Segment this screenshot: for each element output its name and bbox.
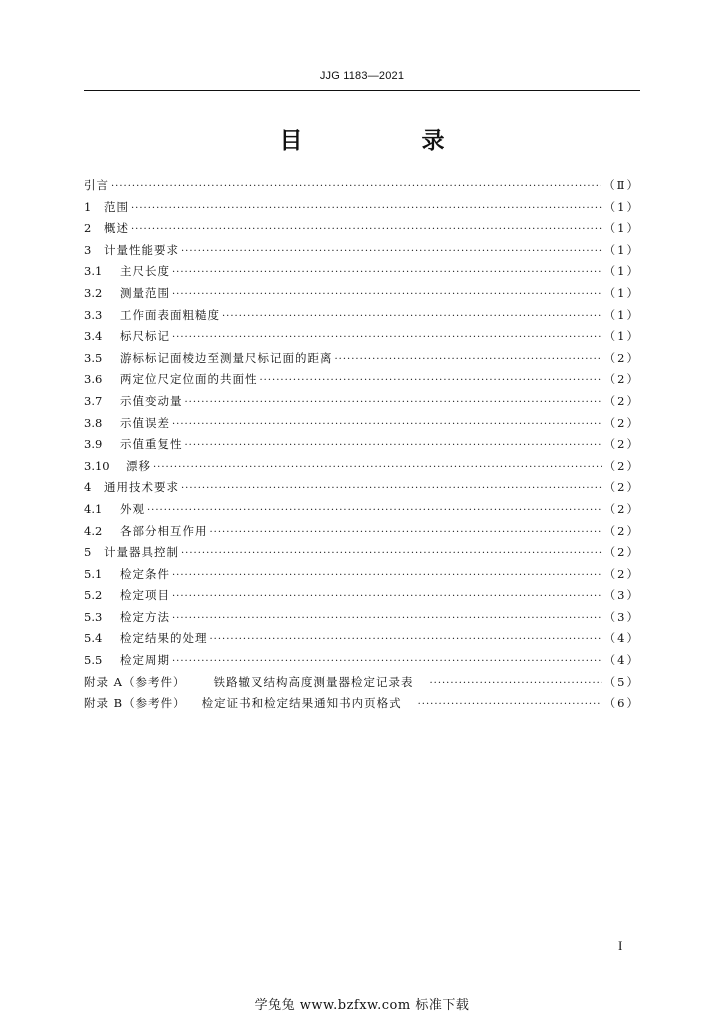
toc-entry-page: （1） (603, 221, 640, 236)
toc-entry-number: 5.1 (84, 566, 103, 581)
toc-leader (181, 478, 602, 500)
toc-entry-page: （6） (603, 696, 640, 711)
toc-entry-label: 检定项目 (120, 588, 170, 603)
toc-entry-number: 5.2 (84, 588, 103, 603)
toc-entry[interactable] (84, 391, 640, 413)
toc-entry[interactable] (84, 585, 640, 607)
toc-entry-label: 主尺长度 (120, 264, 170, 279)
toc-entry-label: 附录 B（参考件） (84, 696, 186, 711)
toc-entry-label: 概述 (104, 221, 129, 236)
toc-entry-label: 示值误差 (120, 415, 170, 430)
toc-entry-number: 3.3 (84, 307, 103, 322)
toc-leader (181, 543, 602, 565)
toc-entry[interactable] (84, 628, 640, 650)
toc-entry[interactable] (84, 197, 640, 219)
toc-entry[interactable] (84, 261, 640, 283)
toc-entry[interactable] (84, 521, 640, 543)
toc-leader (172, 327, 602, 349)
toc-entry-number: 1 (84, 199, 92, 214)
toc-entry-page: （2） (603, 393, 640, 408)
toc-leader (185, 435, 602, 457)
toc-entry-page: （2） (603, 480, 640, 495)
toc-entry-page: （1） (603, 307, 640, 322)
toc-entry-page: （2） (603, 523, 640, 538)
toc-entry[interactable] (84, 305, 640, 327)
toc-entry-label: 标尺标记 (120, 329, 170, 344)
toc-entry-label: 附录 A（参考件） (84, 674, 186, 689)
toc-entry[interactable] (84, 672, 640, 694)
toc-entry-page: （2） (603, 415, 640, 430)
toc-entry-page: （2） (603, 545, 640, 560)
toc-entry-page: （2） (603, 372, 640, 387)
toc-entry-label: 计量器具控制 (104, 545, 179, 560)
toc-entry-number: 3.6 (84, 372, 103, 387)
toc-entry-number: 2 (84, 221, 92, 236)
toc-entry-number: 4.1 (84, 501, 103, 516)
toc-leader (172, 586, 602, 608)
footer-watermark: 学兔兔 www.bzfxw.com 标准下载 (254, 998, 470, 1013)
toc-entry-number: 5.3 (84, 609, 103, 624)
toc-entry-number: 3.4 (84, 329, 103, 344)
toc-entry-page: （1） (603, 199, 640, 214)
toc-leader (172, 651, 602, 673)
toc-entry-label: 漂移 (126, 458, 151, 473)
toc-entry-label: 两定位尺定位面的共面性 (120, 372, 258, 387)
toc-entry-label: 检定周期 (120, 653, 170, 668)
toc-leader (131, 198, 602, 220)
toc-leader (172, 608, 602, 630)
toc-entry-number: 5.4 (84, 631, 103, 646)
toc-leader (222, 306, 602, 328)
toc-entry-page: （2） (603, 501, 640, 516)
toc-entry[interactable] (84, 477, 640, 499)
toc-entry-label: 各部分相互作用 (120, 523, 208, 538)
toc-entry-page: （2） (603, 458, 640, 473)
toc-entry-page: （1） (603, 285, 640, 300)
toc-leader (153, 457, 602, 479)
toc-entry[interactable] (84, 542, 640, 564)
toc-entry[interactable] (84, 456, 640, 478)
toc-leader (210, 629, 602, 651)
toc-leader (181, 241, 602, 263)
toc-entry-number: 3.9 (84, 437, 103, 452)
toc-entry-page: （1） (603, 264, 640, 279)
toc-leader (131, 219, 602, 241)
toc-entry-number: 4.2 (84, 523, 103, 538)
toc-entry[interactable] (84, 650, 640, 672)
toc-entry-page: （3） (603, 588, 640, 603)
toc-entry[interactable] (84, 218, 640, 240)
toc-entry-number: 3.7 (84, 393, 103, 408)
toc-leader (111, 176, 601, 198)
toc-entry-number: 3.5 (84, 350, 103, 365)
toc-entry[interactable] (84, 283, 640, 305)
toc-entry[interactable] (84, 413, 640, 435)
toc-entry[interactable] (84, 693, 640, 715)
toc-entry-label: 示值重复性 (120, 437, 183, 452)
toc-entry-label: 外观 (120, 501, 145, 516)
toc-leader (147, 500, 602, 522)
toc-leader (172, 262, 602, 284)
toc-entry-label: 计量性能要求 (104, 242, 179, 257)
toc-entry[interactable] (84, 326, 640, 348)
toc-entry-number: 5.5 (84, 653, 103, 668)
toc-entry-number: 5 (84, 545, 92, 560)
toc-entry-label: 检定方法 (120, 609, 170, 624)
toc-leader (185, 392, 602, 414)
toc-entry-page: （4） (603, 631, 640, 646)
toc-entry-number: 3.2 (84, 285, 103, 300)
toc-entry-page: （4） (603, 653, 640, 668)
toc-entry-title: 铁路辙叉结构高度测量器检定记录表 (213, 674, 414, 689)
standard-code: JJG 1183—2021 (319, 70, 405, 82)
table-of-contents (84, 175, 640, 715)
toc-entry-page: （1） (603, 329, 640, 344)
toc-entry-label: 游标标记面棱边至测量尺标记面的距离 (120, 350, 333, 365)
toc-entry[interactable] (84, 369, 640, 391)
toc-entry-number: 3.8 (84, 415, 103, 430)
toc-entry-title: 检定证书和检定结果通知书内页格式 (201, 696, 402, 711)
toc-leader (260, 370, 602, 392)
toc-entry-label: 范围 (104, 199, 129, 214)
toc-entry[interactable] (84, 499, 640, 521)
toc-entry-page: （3） (603, 609, 640, 624)
toc-entry[interactable] (84, 434, 640, 456)
toc-entry-number: 3.10 (84, 458, 110, 473)
toc-entry-label: 示值变动量 (120, 393, 183, 408)
toc-entry[interactable] (84, 240, 640, 262)
toc-entry-label: 检定结果的处理 (120, 631, 208, 646)
toc-entry-label: 测量范围 (120, 285, 170, 300)
toc-leader (418, 694, 602, 716)
toc-title: 目 录 (279, 128, 493, 154)
toc-leader (172, 565, 602, 587)
toc-entry-number: 3.1 (84, 264, 103, 279)
toc-entry-label: 通用技术要求 (104, 480, 179, 495)
toc-entry[interactable] (84, 348, 640, 370)
toc-entry-number: 3 (84, 242, 92, 257)
toc-entry-page: （5） (603, 674, 640, 689)
toc-leader (172, 284, 602, 306)
toc-leader (429, 673, 601, 695)
toc-entry-label: 引言 (84, 178, 109, 192)
toc-entry[interactable] (84, 175, 640, 197)
toc-entry-label: 工作面表面粗糙度 (120, 307, 220, 322)
toc-entry-number: 4 (84, 480, 92, 495)
toc-leader (210, 522, 602, 544)
toc-entry-page: （2） (603, 437, 640, 452)
toc-leader (172, 414, 602, 436)
header-rule (84, 90, 640, 91)
page-number: I (618, 938, 623, 953)
toc-entry-page: （2） (603, 566, 640, 581)
toc-entry[interactable] (84, 564, 640, 586)
toc-entry-page: （1） (603, 242, 640, 257)
toc-entry-page: （2） (603, 350, 640, 365)
toc-entry-page: （Ⅱ） (603, 178, 640, 192)
toc-entry[interactable] (84, 607, 640, 629)
toc-leader (335, 349, 602, 371)
toc-entry-label: 检定条件 (120, 566, 170, 581)
